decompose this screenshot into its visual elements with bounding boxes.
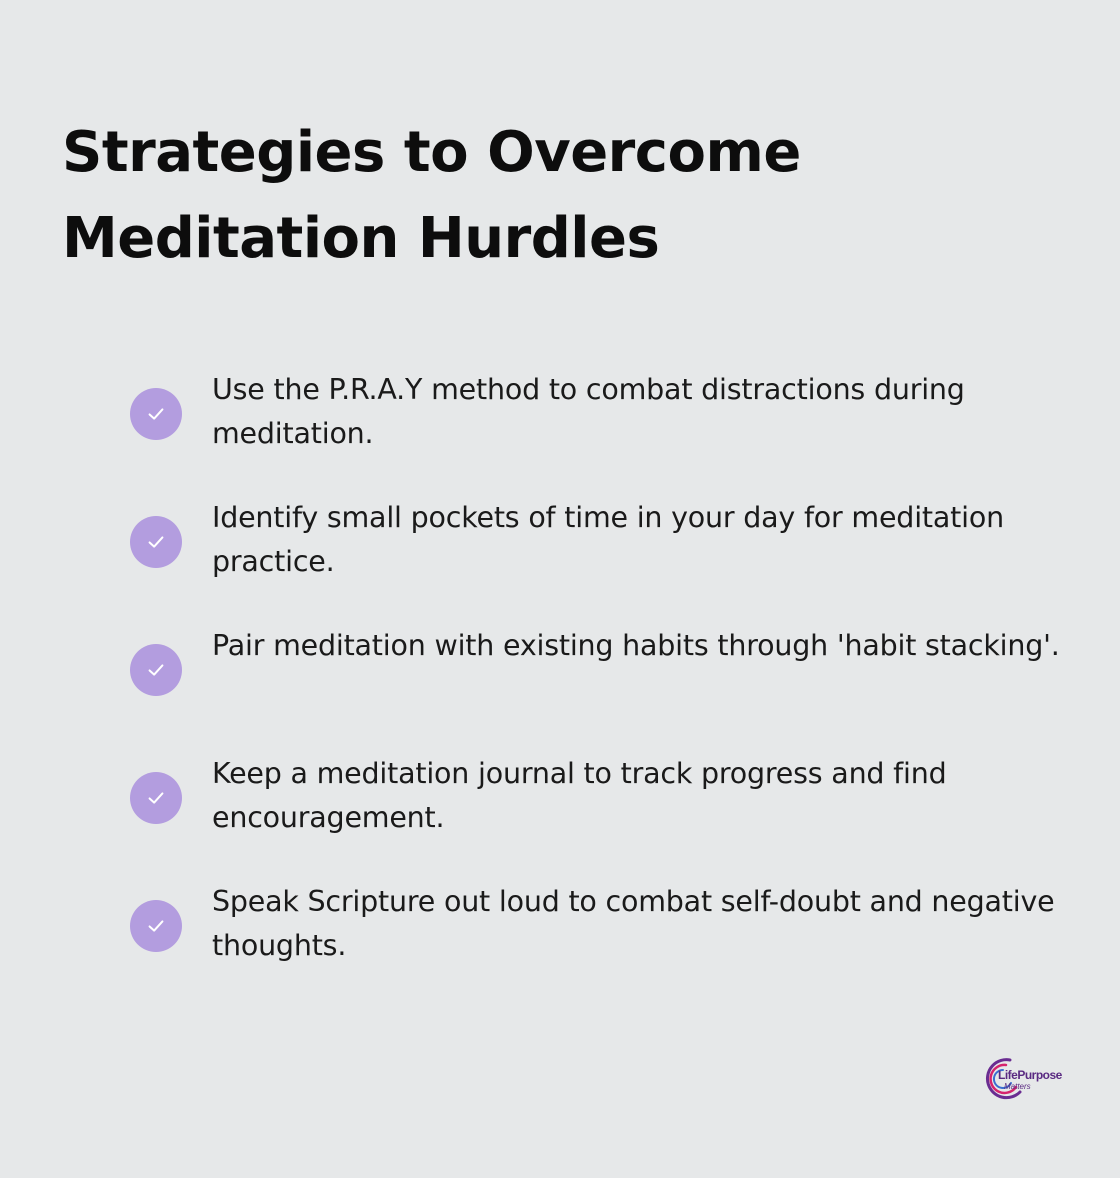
check-icon	[130, 900, 182, 952]
list-item-text: Use the P.R.A.Y method to combat distractions during meditation.	[212, 373, 965, 450]
list-item-text: Speak Scripture out loud to combat self-doubt and negative thoughts.	[212, 885, 1055, 962]
list-item-text: Identify small pockets of time in your day for meditation practice.	[212, 501, 1004, 578]
list-item	[130, 368, 1070, 496]
check-icon	[130, 516, 182, 568]
page-title: Strategies to Overcome Meditation Hurdles	[62, 120, 801, 271]
list-item-text: Pair meditation with existing habits through 'habit stacking'.	[212, 629, 1060, 662]
strategy-list	[130, 368, 1070, 1008]
logo-wordmark: LifePurpose	[998, 1068, 1062, 1082]
check-icon	[130, 388, 182, 440]
list-item-text: Keep a meditation journal to track progress and find encouragement.	[212, 757, 947, 834]
check-icon	[130, 644, 182, 696]
list-item	[130, 496, 1070, 624]
list-item	[130, 880, 1070, 1008]
check-icon	[130, 772, 182, 824]
brand-logo	[980, 1052, 1062, 1104]
logo-tagline: Matters	[1004, 1082, 1031, 1091]
list-item	[130, 624, 1070, 752]
list-item	[130, 752, 1070, 880]
